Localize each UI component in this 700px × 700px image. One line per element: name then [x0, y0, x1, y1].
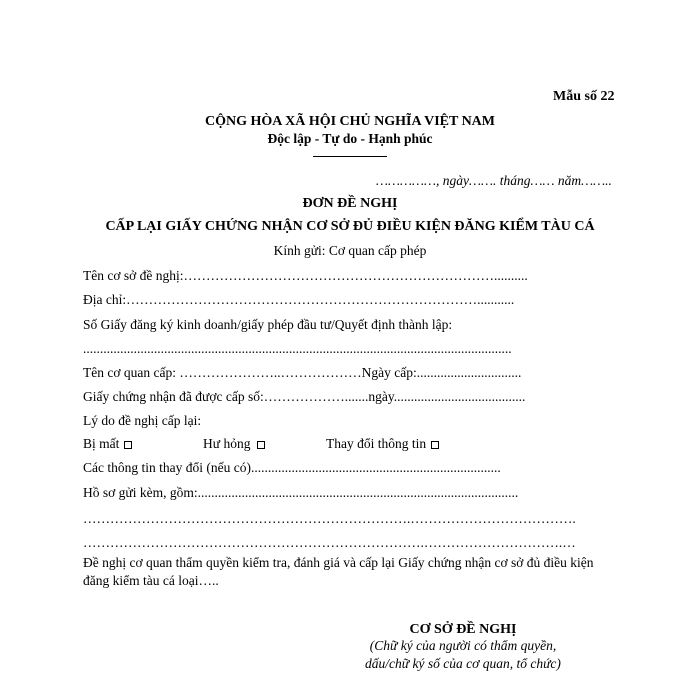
certificate-issued-field[interactable]: Giấy chứng nhận đã được cấp số:……………….......ngày....................................... [83, 389, 526, 404]
issuing-agency-field[interactable]: Tên cơ quan cấp: …………………..………………Ngày cấp:............................... [83, 365, 522, 380]
reason-changed-option[interactable] [326, 436, 439, 452]
address-field[interactable]: Địa chỉ:……………………………………………………………………........... [83, 292, 515, 307]
reason-changed-label: Thay đổi thông tin [326, 436, 427, 451]
reason-damaged-checkbox[interactable] [257, 441, 265, 449]
reason-label: Lý do đề nghị cấp lại: [83, 413, 202, 428]
changed-info-field[interactable]: Các thông tin thay đổi (nếu có).......................................................................... [83, 460, 501, 475]
reason-lost-label: Bị mất [83, 436, 120, 451]
reason-lost-option[interactable] [83, 436, 132, 452]
signature-note-line-2: dấu/chữ ký số của cơ quan, tổ chức) [365, 656, 561, 671]
business-registration-label: Số Giấy đăng ký kinh doanh/giấy phép đầu tư/Quyết định thành lập: [83, 317, 453, 332]
attached-documents-line-2[interactable]: ………………………………………………………………….………………………….… [83, 535, 576, 550]
attached-documents-line-1[interactable]: ……………………………………………………………….………………………………. [83, 511, 576, 526]
signature-title: CƠ SỞ ĐỀ NGHỊ [409, 622, 517, 637]
motto-underline [313, 156, 387, 157]
document-title: ĐƠN ĐỀ NGHỊ [302, 196, 398, 211]
recipient: Kính gửi: Cơ quan cấp phép [273, 243, 427, 258]
signature-note-line-1: (Chữ ký của người có thẩm quyền, [369, 638, 557, 653]
country-name: CỘNG HÒA XÃ HỘI CHỦ NGHĨA VIỆT NAM [204, 114, 495, 129]
national-motto: Độc lập - Tự do - Hạnh phúc [267, 131, 433, 146]
reason-damaged-option[interactable] [203, 436, 265, 452]
form-number: Mẫu số 22 [553, 89, 615, 104]
request-paragraph: Đề nghị cơ quan thẩm quyền kiểm tra, đánh giá và cấp lại Giấy chứng nhận cơ sở đủ điều kiện đăng kiểm tàu cá loại….. [83, 555, 594, 588]
reason-damaged-label: Hư hỏng [203, 436, 251, 451]
reason-changed-checkbox[interactable] [431, 441, 439, 449]
reason-lost-checkbox[interactable] [124, 441, 132, 449]
attached-documents-field[interactable]: Hồ sơ gửi kèm, gồm:............................................................................................... [83, 485, 519, 500]
applicant-name-field[interactable]: Tên cơ sở đề nghị:…………………………………………………………….......... [83, 268, 528, 283]
document-subtitle: CẤP LẠI GIẤY CHỨNG NHẬN CƠ SỞ ĐỦ ĐIỀU KIỆN ĐĂNG KIỂM TÀU CÁ [105, 219, 595, 234]
date-line: ……………, ngày……. tháng…… năm…….. [376, 173, 612, 188]
business-registration-field[interactable]: ............................................................................................................................... [83, 341, 512, 356]
